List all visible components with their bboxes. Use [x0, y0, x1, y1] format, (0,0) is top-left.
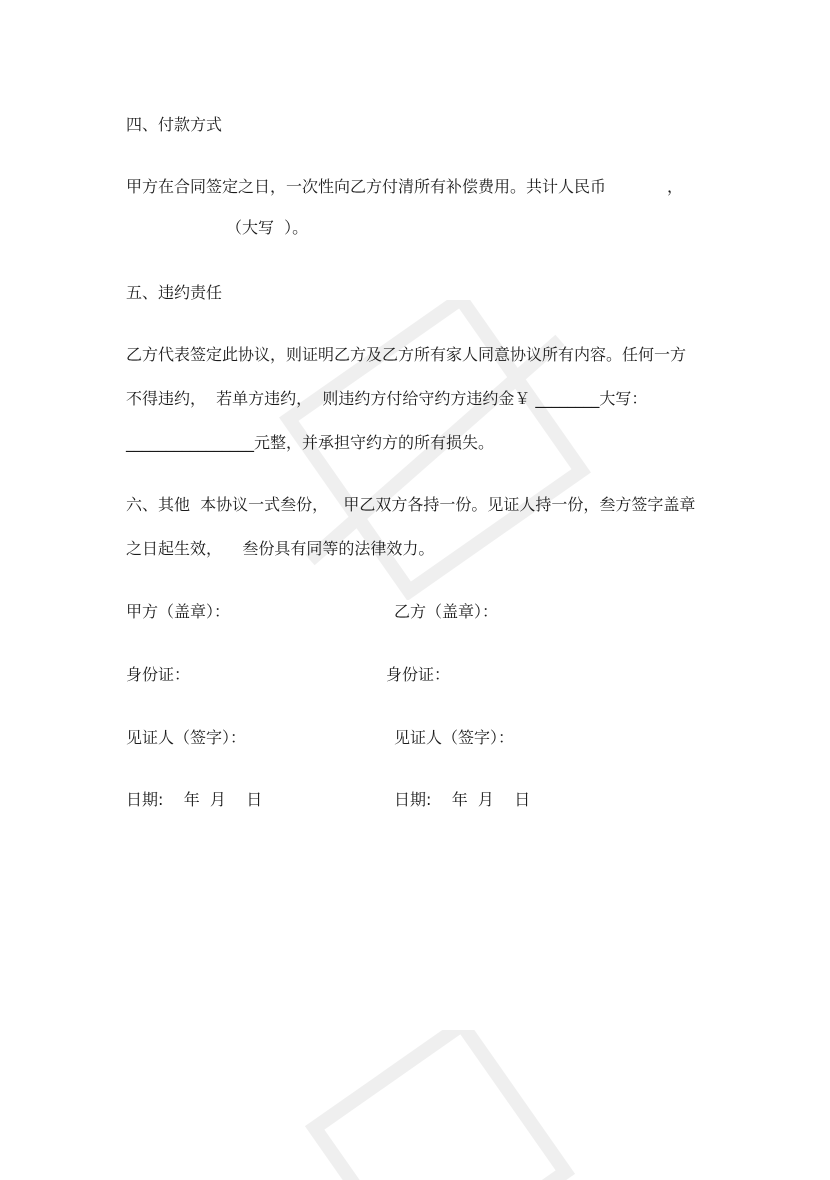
witness-a-label: 见证人（签字）： — [126, 728, 247, 747]
watermark-logo-bottom — [290, 1030, 590, 1180]
payment-text-line-1: 甲方在合同签定之日，一次性向乙方付清所有补偿费用。共计人民币 ， — [126, 177, 684, 196]
section-liability-heading: 五、违约责任 — [126, 283, 223, 302]
party-a-id-label: 身份证： — [126, 665, 191, 684]
witness-b-label: 见证人（签字）： — [394, 728, 515, 747]
liability-text-line-2: 不得违约， 若单方违约， 则违约方付给守约方违约金￥ ________大写： — [126, 389, 648, 408]
date-a-label: 日期: 年 月 日 — [126, 790, 263, 809]
other-text-line-2: 之日起生效， 叁份具有同等的法律效力。 — [126, 539, 435, 558]
liability-text-line-1: 乙方代表签定此协议，则证明乙方及乙方所有家人同意协议所有内容。任何一方 — [126, 345, 687, 364]
liability-text-line-3: ________________元整，并承担守约方的所有损失。 — [126, 433, 495, 452]
other-text-line-1: 六、其他 本协议一式叁份， 甲乙双方各持一份。见证人持一份，叁方签字盖章 — [126, 495, 696, 514]
party-b-id-label: 身份证： — [386, 665, 451, 684]
section-payment-heading: 四、付款方式 — [126, 115, 223, 134]
payment-text-line-2: （大写 ）。 — [226, 218, 309, 237]
party-a-seal-label: 甲方（盖章）： — [126, 602, 231, 621]
date-b-label: 日期: 年 月 日 — [394, 790, 531, 809]
party-b-seal-label: 乙方（盖章）： — [394, 602, 499, 621]
